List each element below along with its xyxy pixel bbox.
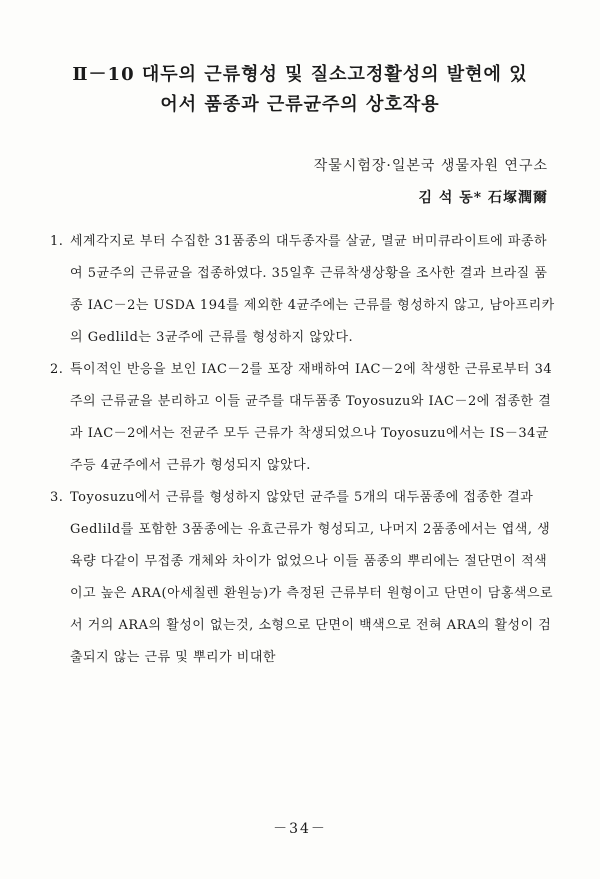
item-text: 세계각지로 부터 수집한 31품종의 대두종자를 살균, 멸균 버미큐라이트에 파종하여 5균주의 근류균을 접종하였다. 35일후 근류착생상황을 조사한 결과 브라질 품종 IAC－2는 USDA 194를 제외한 4균주에는 근류를 형성하지 않고, 남아프리카의 Gedlild는 3균주에 근류를 형성하지 않았다.: [70, 234, 555, 345]
list-item: [50, 226, 555, 354]
item-number: 3.: [50, 490, 64, 505]
list-item: [50, 354, 555, 482]
list-item: [50, 482, 555, 674]
item-number: 1.: [50, 234, 64, 249]
page-number: －34－: [273, 821, 327, 837]
item-text: Toyosuzu에서 근류를 형성하지 않았던 균주를 5개의 대두품종에 접종한 결과 Gedlild를 포함한 3품종에는 유효근류가 형성되고, 나머지 2품종에서는 엽색, 생육량 다같이 무접종 개체와 차이가 없었으나 이들 품종의 뿌리에는 절단면이 적색이고 높은 ARA(아세칠렌 환원능)가 측정된 근류부터 원형이고 단면이 담홍색으로서 거의 ARA의 활성이 없는것, 소형으로 단면이 백색으로 전혀 ARA의 활성이 검출되지 않는 근류 및 뿌리가 비대한: [70, 490, 554, 665]
item-text: 특이적인 반응을 보인 IAC－2를 포장 재배하여 IAC－2에 착생한 근류로부터 34주의 근류균을 분리하고 이들 균주를 대두품종 Toyosuzu와 IAC－2에 접종한 결과 IAC－2에서는 전균주 모두 근류가 착생되었으나 Toyosuzu에서는 IS－34균주등 4균주에서 근류가 형성되지 않았다.: [70, 362, 553, 473]
title-line-1: Ⅱ－10 대두의 근류형성 및 질소고정활성의 발현에 있: [72, 64, 528, 85]
title-line-2: 어서 품종과 근류균주의 상호작용: [160, 94, 440, 115]
authors: 김 석 동* 石塚潤爾: [418, 190, 548, 206]
item-number: 2.: [50, 362, 64, 377]
numbered-list: [50, 226, 555, 674]
affiliation: 작물시험장·일본국 생물자원 연구소: [313, 158, 548, 174]
